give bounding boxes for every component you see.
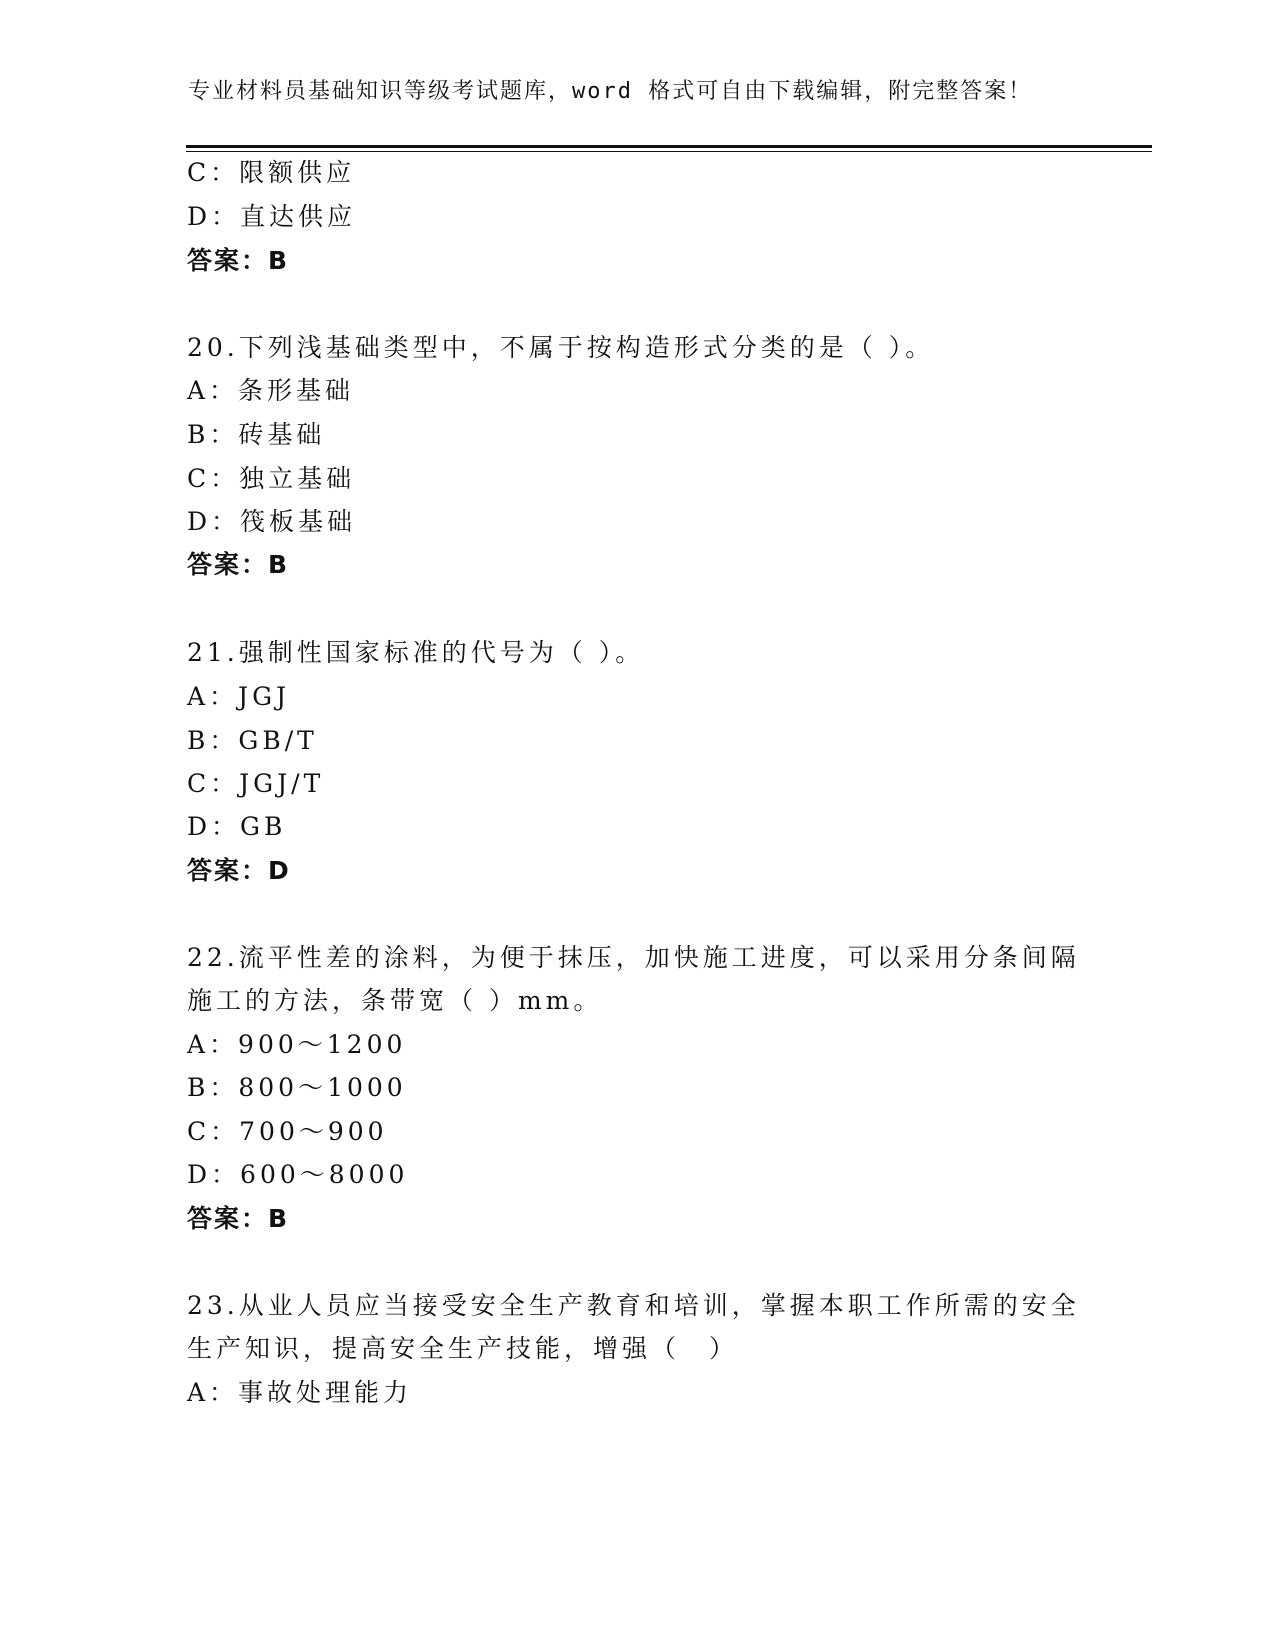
q20-option-c: C：独立基础 [187,464,356,493]
q21-stem: 21.强制性国家标准的代号为（ ）。 [187,638,645,667]
q19-option-c: C：限额供应 [187,158,356,187]
header-rule-thick [186,145,1152,148]
q21-answer: 答案：D [187,856,291,885]
q20-option-b: B：砖基础 [187,420,326,449]
q19-answer: 答案：B [187,246,290,275]
q23-stem-line1: 23.从业人员应当接受安全生产教育和培训，掌握本职工作所需的安全 [187,1291,1080,1320]
q21-option-d: D：GB [187,812,287,841]
q20-stem: 20.下列浅基础类型中，不属于按构造形式分类的是（ ）。 [187,333,935,362]
page-header: 专业材料员基础知识等级考试题库，word 格式可自由下载编辑，附完整答案！ [188,79,1033,104]
header-rule-thin [186,151,1152,152]
q22-stem-line2: 施工的方法，条带宽（ ）mm。 [187,986,603,1015]
q20-option-d: D：筏板基础 [187,507,357,536]
q22-option-b: B：800～1000 [187,1073,407,1102]
q21-option-b: B：GB/T [187,726,318,755]
q22-stem-line1: 22.流平性差的涂料，为便于抹压，加快施工进度，可以采用分条间隔 [187,943,1080,972]
q19-option-d: D：直达供应 [187,202,357,231]
q22-option-a: A：900～1200 [187,1030,407,1059]
q21-option-a: A：JGJ [187,682,291,711]
q20-option-a: A：条形基础 [187,376,355,405]
q23-option-a: A：事故处理能力 [187,1378,413,1407]
q23-stem-line2: 生产知识，提高安全生产技能，增强（ ） [187,1334,739,1363]
q22-option-d: D：600～8000 [187,1160,409,1189]
q22-option-c: C：700～900 [187,1117,388,1146]
q21-option-c: C：JGJ/T [187,769,325,798]
q20-answer: 答案：B [187,550,290,579]
q22-answer: 答案：B [187,1204,290,1233]
